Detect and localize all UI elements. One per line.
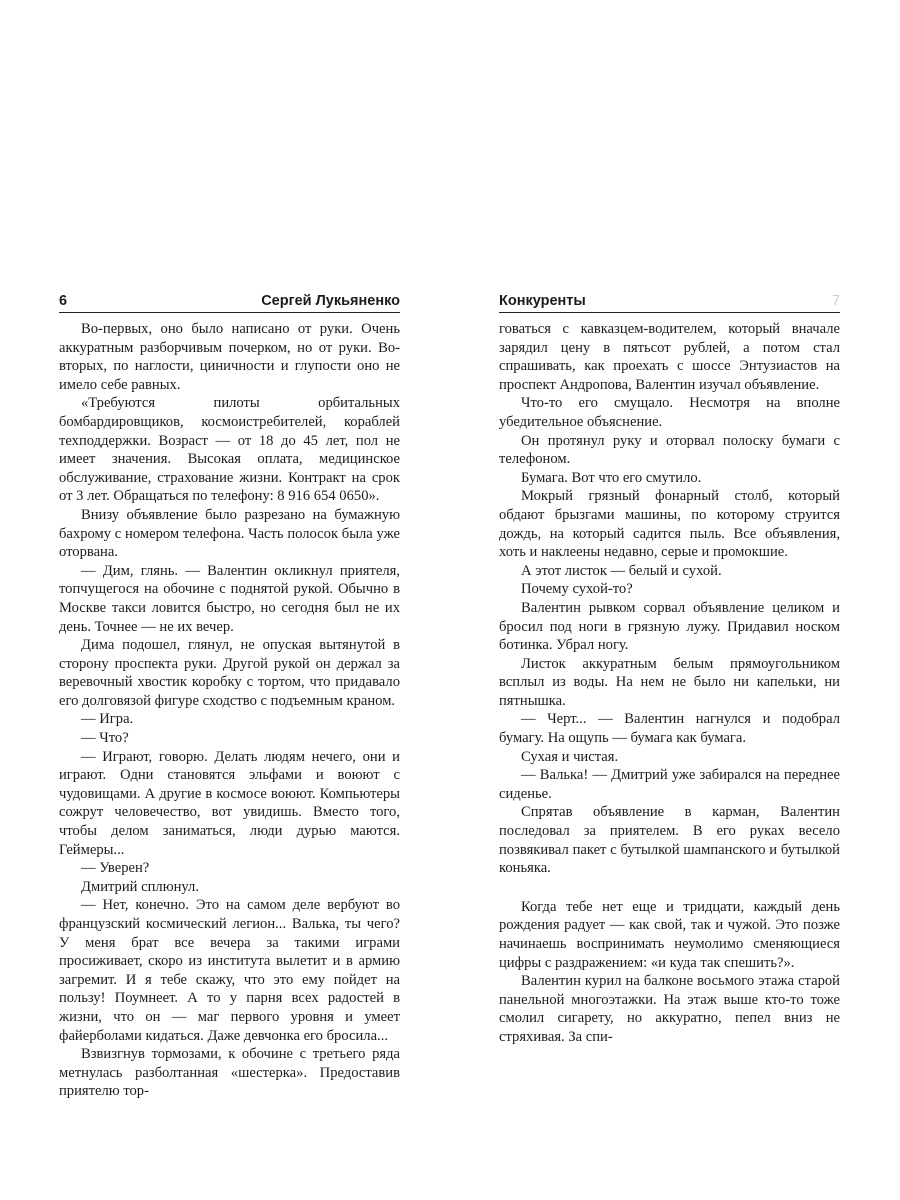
paragraph: Дмитрий сплюнул.	[81, 878, 199, 895]
running-head-author: Сергей Лукьяненко	[261, 293, 400, 309]
page-number: 6	[59, 293, 68, 309]
paragraph: Что-то его смущало. Несмотря на вполне убедительное объяснение.	[499, 395, 840, 430]
paragraph-continuation: говаться с кавказцем-водителем, который вначале зарядил цену в пятьсот рублей, а потом стал спрашивать, как проехать с шоссе Энтузиастов на проспект Андропова, Валентин изучал объявление.	[499, 321, 840, 393]
paragraph: Когда тебе нет еще и тридцати, каждый день рождения радует — как свой, так и чужой. Это позже начинаешь воспринимать неумолимо сменяющиеся цифры с раздражением: «и куда так спешить?».	[499, 898, 840, 971]
paragraph: — Валька! — Дмитрий уже забирался на переднее сиденье.	[499, 767, 840, 802]
running-head	[59, 292, 400, 313]
paragraph: — Нет, конечно. Это на самом деле вербуют во французский космический легион... Валька, ты чего? У меня брат все вечера за такими играми просиживает, скоро из института вылетит и в армию загремит. И я тебе скажу, что это ему пойдет на пользу! Поумнеет. А то у парня всех радостей в жизни, что он — маг первого уровня и умеет файерболами кидаться. Даже девчонка его бросила...	[59, 897, 400, 1044]
paragraph: — Черт... — Валентин нагнулся и подобрал бумагу. На ощупь — бумага как бумага.	[499, 711, 840, 747]
paragraph: — Что?	[81, 730, 129, 747]
scene-break	[499, 878, 840, 898]
paragraph: — Дим, глянь. — Валентин окликнул приятеля, топчущегося на обочине с поднятой рукой. Обычно в Москве такси ловится быстро, но сегодня был не их день. Точнее — не их вечер.	[59, 562, 400, 635]
paragraph: А этот листок — белый и сухой.	[521, 562, 722, 579]
paragraph: «Требуются пилоты орбитальных бомбардировщиков, космоистребителей, кораблей техподдержки. Возраст — от 18 до 45 лет, пол не имеет значения. Высокая оплата, медицинское обслуживание, страхование жизни. Контракт на срок от 3 лет. Обращаться по телефону: 8 916 654 0650».	[59, 395, 400, 505]
paragraph: Валентин курил на балконе восьмого этажа старой панельной многоэтажки. На этаж выше кто-то тоже смолил сигарету, но аккуратно, пепел вниз не стряхивая. За спи-	[499, 973, 840, 1045]
running-head	[499, 292, 840, 313]
paragraph: Взвизгнув тормозами, к обочине с третьего ряда метнулась разболтанная «шестерка». Предоставив приятелю тор-	[59, 1046, 400, 1100]
paragraph: Сухая и чистая.	[521, 748, 619, 765]
page-number: 7	[831, 293, 840, 309]
paragraph: Почему сухой-то?	[521, 581, 633, 598]
paragraph: Листок аккуратным белым прямоугольником всплыл из воды. На нем не было ни капельки, ни пятнышка.	[499, 655, 840, 709]
paragraph: Дима подошел, глянул, не опуская вытянутой в сторону проспекта руки. Другой рукой он держал за веревочный хвостик коробку с тортом, что придавало его долговязой фигуре сходство с подъемным краном.	[59, 637, 400, 709]
paragraph: — Игра.	[81, 711, 134, 728]
left-page	[59, 292, 400, 1101]
paragraph: Мокрый грязный фонарный столб, который обдают брызгами машины, по которому струится дождь, на который садится пыль. Все объявления, хоть и наклеены недавно, серые и промокшие.	[499, 488, 840, 561]
paragraph: Бумага. Вот что его смутило.	[521, 469, 702, 486]
right-page	[499, 292, 840, 1047]
paragraph: Спрятав объявление в карман, Валентин последовал за приятелем. В его руках весело позвякивал пакет с бутылкой шампанского и бутылкой коньяка.	[499, 804, 840, 877]
paragraph: Во-первых, оно было написано от руки. Очень аккуратным разборчивым почерком, но от руки. Во-вторых, по наглости, циничности и глупости оно не имело себе равных.	[59, 321, 400, 393]
paragraph: — Играют, говорю. Делать людям нечего, они и играют. Одни становятся эльфами и воюют с чудовищами. А другие в космосе воюют. Компьютеры сожрут человечество, вот увидишь. Вместо того, чтобы делом заниматься, люди дурью маются. Геймеры...	[59, 748, 400, 858]
paragraph: Валентин рывком сорвал объявление целиком и бросил под ноги в грязную лужу. Придавил носком ботинка. Убрал ногу.	[499, 599, 840, 654]
running-head-title: Конкуренты	[499, 293, 586, 309]
paragraph: Он протянул руку и оторвал полоску бумаги с телефоном.	[499, 432, 840, 468]
paragraph: — Уверен?	[81, 860, 150, 877]
paragraph: Внизу объявление было разрезано на бумажную бахрому с номером телефона. Часть полосок была уже оторвана.	[59, 506, 400, 561]
